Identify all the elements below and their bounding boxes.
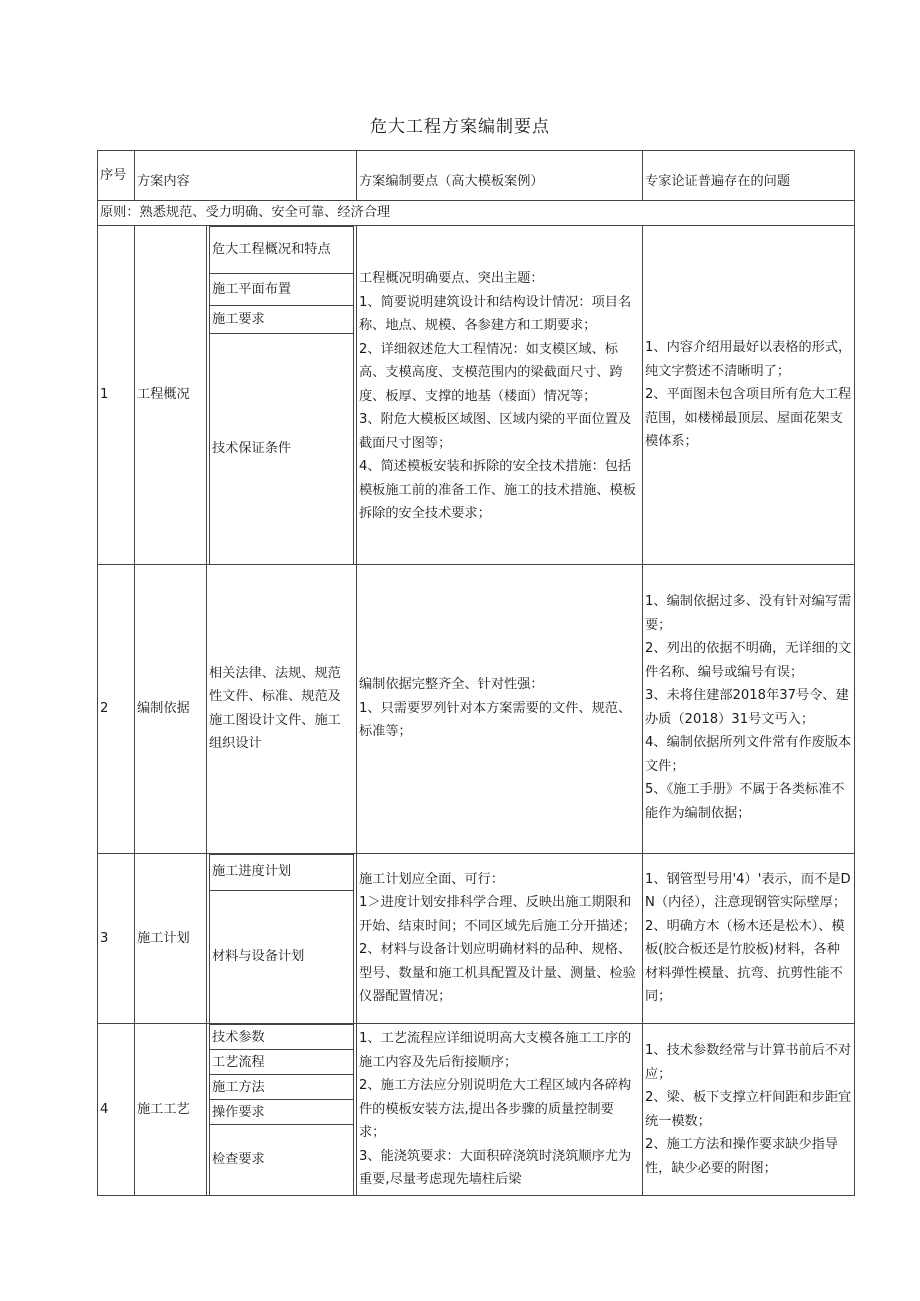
subitem: 材料与设备计划 xyxy=(210,890,354,1023)
table-row xyxy=(98,564,855,853)
issues-cell xyxy=(643,564,855,853)
issues-cell xyxy=(643,1024,855,1196)
point-line: 工程概况明确要点、突出主题： xyxy=(359,271,544,286)
point-line: 2、详细叙述危大工程情况：如支模区域、标高、支模高度、支模范围内的梁截面尺寸、跨度、板厚、支撑的地基（楼面）情况等； xyxy=(359,341,623,404)
header-seq: 序号 xyxy=(98,151,135,201)
point-line: 2、材料与设备计划应明确材料的品种、规格、型号、数量和施工机具配置及计量、测量、检验仪器配置情况； xyxy=(359,942,636,1005)
issue-line: 4、编制依据所列文件常有作废版本文件； xyxy=(645,735,852,774)
section-number: 3 xyxy=(98,853,135,1024)
header-points: 方案编制要点（高大模板案例） xyxy=(357,151,643,201)
points-cell xyxy=(357,853,643,1024)
subitem: 技术参数 xyxy=(210,1025,354,1050)
point-line: 4、简述模板安装和拆除的安全技术措施：包括模板施工前的准备工作、施工的技术措施、模板拆除的安全技术要求； xyxy=(359,459,636,521)
table-row xyxy=(98,1024,855,1196)
subitem: 技术保证条件 xyxy=(210,334,354,564)
issue-line: 2、列出的依据不明确，无详细的文件名称、编号或编号有误； xyxy=(645,641,852,680)
header-issues: 专家论证普遍存在的问题 xyxy=(643,151,855,201)
point-line: 1、工艺流程应详细说明高大支模各施工工序的施工内容及先后衔接顺序； xyxy=(359,1031,632,1070)
subitem: 施工进度计划 xyxy=(210,854,354,890)
principle-row xyxy=(98,201,855,226)
issue-line: 3、未将住建部2018年37号令、建办质（2018）31号文丐入； xyxy=(645,688,849,727)
points-cell xyxy=(357,564,643,853)
subitem: 施工要求 xyxy=(210,306,354,334)
issue-line: 5、《施工手册》不属于各类标准不能作为编制依据； xyxy=(645,782,845,821)
subitem: 检查要求 xyxy=(210,1125,354,1195)
issue-line: 1、技术参数经常与计算书前后不对应； xyxy=(645,1043,852,1082)
subitem: 危大工程概况和特点 xyxy=(210,227,354,274)
table-header-row xyxy=(98,151,855,201)
point-line: 1、简要说明建筑设计和结构设计情况：项目名称、地点、规模、各参建方和工期要求； xyxy=(359,294,632,333)
point-line: 1、只需要罗列针对本方案需要的文件、规范、标准等； xyxy=(359,700,632,740)
issue-line: 2、梁、板下支撑立杆间距和步距宜统一模数； xyxy=(645,1090,852,1129)
issue-line: 1、钢管型号用'4）'表示，而不是DN（内径），注意现钢管实际壁厚； xyxy=(645,871,851,911)
principle-text: 原则：熟悉规范、受力明确、安全可靠、经济合理 xyxy=(98,201,855,226)
subitem-cell xyxy=(207,1024,357,1196)
issue-line: 2、施工方法和操作要求缺少指导性，缺少必要的附图； xyxy=(645,1137,839,1176)
section-name: 施工计划 xyxy=(135,853,207,1024)
table-row xyxy=(98,226,855,565)
section-name: 工程概况 xyxy=(135,226,207,565)
section-number: 1 xyxy=(98,226,135,565)
requirements-table xyxy=(97,150,855,1196)
points-cell xyxy=(357,226,643,565)
section-number: 4 xyxy=(98,1024,135,1196)
point-line: 编制依据完整齐全、针对性强： xyxy=(359,677,544,693)
issue-line: 2、平面图未包含项目所有危大工程范围，如楼梯最顶层、屋面花架支模体系； xyxy=(645,387,852,449)
section-name: 编制依据 xyxy=(135,564,207,853)
issue-line: 2、明确方木（杨木还是松木）、模板(胶合板还是竹胶板)材料，各种材料弹性模量、抗弯、抗剪性能不同； xyxy=(645,918,845,1005)
page-title: 危大工程方案编制要点 xyxy=(370,117,550,137)
section-name: 施工工艺 xyxy=(135,1024,207,1196)
subitem: 施工平面布置 xyxy=(210,274,354,306)
subitem: 工艺流程 xyxy=(210,1050,354,1075)
subitem-cell xyxy=(207,853,357,1024)
point-line: 3、附危大模板区域图、区域内梁的平面位置及截面尺寸图等； xyxy=(359,412,632,451)
section-number: 2 xyxy=(98,564,135,853)
subitem-cell xyxy=(207,226,357,565)
issues-cell xyxy=(643,226,855,565)
point-line: 3、能浇筑要求：大面积碎浇筑时浇筑顺序尤为重要,尽量考虑现先墙柱后梁 xyxy=(359,1148,632,1188)
point-line: 施工计划应全面、可行： xyxy=(359,871,505,887)
points-cell xyxy=(357,1024,643,1196)
subitem: 施工方法 xyxy=(210,1075,354,1100)
subitem: 操作要求 xyxy=(210,1100,354,1125)
point-line: 2、施工方法应分别说明危大工程区域内各碎构件的模板安装方法,提出各步骤的质量控制要求； xyxy=(359,1078,632,1141)
table-row xyxy=(98,853,855,1024)
issue-line: 1、编制依据过多、没有针对编写需要； xyxy=(645,594,852,633)
issues-cell xyxy=(643,853,855,1024)
subitem: 相关法律、法规、规范性文件、标准、规范及施工图设计文件、施工组织设计 xyxy=(207,564,357,853)
header-content: 方案内容 xyxy=(135,151,357,201)
point-line: 1＞进度计划安排科学合理、反映出施工期限和开始、结束时间；不同区域先后施工分开描述； xyxy=(359,895,636,934)
issue-line: 1、内容介绍用最好以表格的形式，纯文字赘述不清晰明了； xyxy=(645,340,852,379)
